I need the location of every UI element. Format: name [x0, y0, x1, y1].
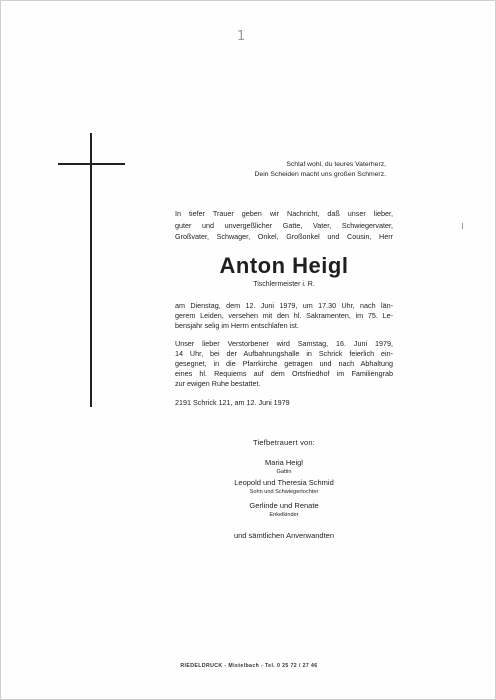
pencil-page-number: 1: [237, 29, 246, 44]
motto-line: Dein Scheiden macht uns großen Schmerz.: [254, 171, 386, 178]
mourner-relation: Sohn und Schwiegertochter: [249, 489, 319, 495]
death-line: bensjahr selig im Herrn entschlafen ist.: [175, 321, 299, 330]
mourners-closing: und sämtlichen Anverwandten: [233, 531, 335, 540]
cross-horizontal-bar: [58, 163, 125, 165]
mourner-relation: Enkelkinder: [269, 512, 299, 518]
intro-paragraph: [175, 208, 393, 243]
motto-line: Schlaf wohl, du teures Vaterherz,: [286, 161, 386, 168]
funeral-line: gesegnet, in die Pfarrkirche getragen und nach Abhaltung: [175, 359, 393, 368]
funeral-line: 14 Uhr, bei der Aufbahrungshalle in Schrick feierlich ein-: [175, 349, 393, 358]
printer-footer: RIEDELDRUCK - Mistelbach - Tel. 0 25 72 / 27 46: [180, 663, 318, 669]
mourners-heading: Tiefbetrauert von:: [252, 438, 316, 447]
intro-line: In tiefer Trauer geben wir Nachricht, daß unser lieber,: [175, 209, 393, 218]
mourner-names: Maria Heigl: [265, 458, 303, 467]
cross-vertical-bar: [90, 133, 92, 407]
funeral-line: Unser lieber Verstorbener wird Samstag, 16. Juni 1979,: [175, 339, 393, 348]
mourner-group: [175, 458, 393, 476]
death-paragraph: [175, 301, 393, 331]
deceased-title: Tischlermeister i. R.: [253, 281, 315, 288]
place-date-line: 2191 Schrick 121, am 12. Juni 1979: [175, 398, 290, 407]
margin-mark: [462, 223, 463, 229]
mourner-names: Leopold und Theresia Schmid: [234, 478, 334, 487]
intro-line: guter und unvergeßlicher Gatte, Vater, Schwiegervater,: [175, 220, 393, 230]
funeral-line: zur ewigen Ruhe bestattet.: [175, 379, 261, 388]
mourner-group: [175, 501, 393, 519]
death-line: am Dienstag, dem 12. Juni 1979, um 17.30 Uhr, nach län-: [175, 301, 393, 310]
mourner-group: [175, 478, 393, 496]
intro-line: Großvater, Schwager, Onkel, Großonkel und Cousin, Herr: [175, 232, 393, 241]
motto: [211, 160, 386, 180]
death-line: gerem Leiden, versehen mit den hl. Sakramenten, im 75. Le-: [175, 311, 393, 320]
funeral-line: eines hl. Requiems auf dem Ortsfriedhof im Familiengrab: [175, 369, 393, 378]
funeral-paragraph: [175, 339, 393, 389]
mourner-names: Gerlinde und Renate: [249, 501, 319, 510]
mourner-relation: Gattin: [276, 469, 292, 475]
deceased-name: Anton Heigl: [219, 253, 349, 278]
